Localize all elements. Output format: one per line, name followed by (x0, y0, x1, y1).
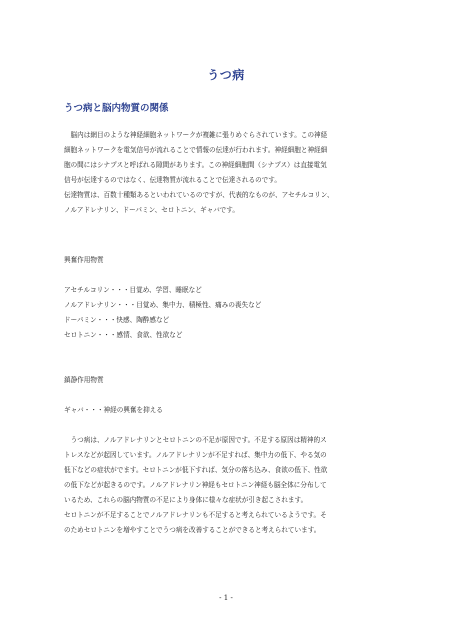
paragraph-line: 胞の間にはシナプスと呼ばれる隙間があります。この神経細胞間（シナプス）は直接電気 (64, 161, 327, 169)
page-number: - 1 - (219, 594, 233, 602)
list-item: アセチルコリン・・・目覚め、学習、睡眠など (64, 286, 202, 294)
paragraph-line: の低下などが起きるのです。ノルアドレナリン神経もセロトニン神経も脳全体に分布して (64, 481, 327, 489)
paragraph-line: 低下などの症状がでます。セロトニンが低下すれば、気分の落ち込み、食欲の低下、性欲 (64, 466, 328, 474)
paragraph-line: トレスなどが起因しています。ノルアドレナリンが不足すれば、集中力の低下、やる気の (64, 451, 327, 459)
paragraph-line: うつ病は、ノルアドレナリンとセロトニンの不足が原因です。不足する原因は精神的ス (64, 436, 327, 444)
paragraph-line: のためセロトニンを増やすことでうつ病を改善することができると考えられています。 (64, 526, 321, 534)
list-item: セロトニン・・・感情、食欲、性欲など (64, 331, 183, 339)
calming-heading: 鎮静作用物質 (64, 376, 104, 384)
calming-list (64, 403, 394, 418)
paragraph-line: いるため、これらの脳内物質の不足により身体に様々な症状が引き起こされます。 (64, 496, 308, 504)
paragraph-line: 細胞ネットワークを電気信号が流れることで情報の伝達が行われます。神経細胞と神経細 (64, 146, 328, 154)
list-item: ギャバ・・・神経の興奮を抑える (64, 406, 163, 414)
list-item: ノルアドレナリン・・・目覚め、集中力、積極性、痛みの喪失など (64, 301, 262, 309)
paragraph-line: セロトニンが不足することでノルアドレナリンも不足すると考えられているようです。そ (64, 511, 327, 519)
paragraph-depression (64, 433, 394, 538)
section-heading: うつ病と脳内物質の関係 (64, 103, 169, 114)
excitatory-heading: 興奮作用物質 (64, 256, 104, 264)
paragraph-line: 伝達物質は、百数十種類あるといわれているのですが、代表的なものが、アセチルコリン、 (64, 191, 334, 199)
paragraph-line: 信号が伝達するのではなく、伝達物質が流れることで伝達されるのです。 (64, 176, 281, 184)
excitatory-list (64, 283, 394, 343)
page-title: うつ病 (207, 68, 245, 82)
paragraph-line: 脳内は網目のような神経細胞ネットワークが複雑に張りめぐらされています。この神経 (64, 131, 328, 139)
list-item: ドーパミン・・・快感、陶酔感など (64, 316, 170, 324)
paragraph-intro (64, 128, 394, 218)
paragraph-line: ノルアドレナリン、ドーパミン、セロトニン、ギャバです。 (64, 206, 239, 214)
